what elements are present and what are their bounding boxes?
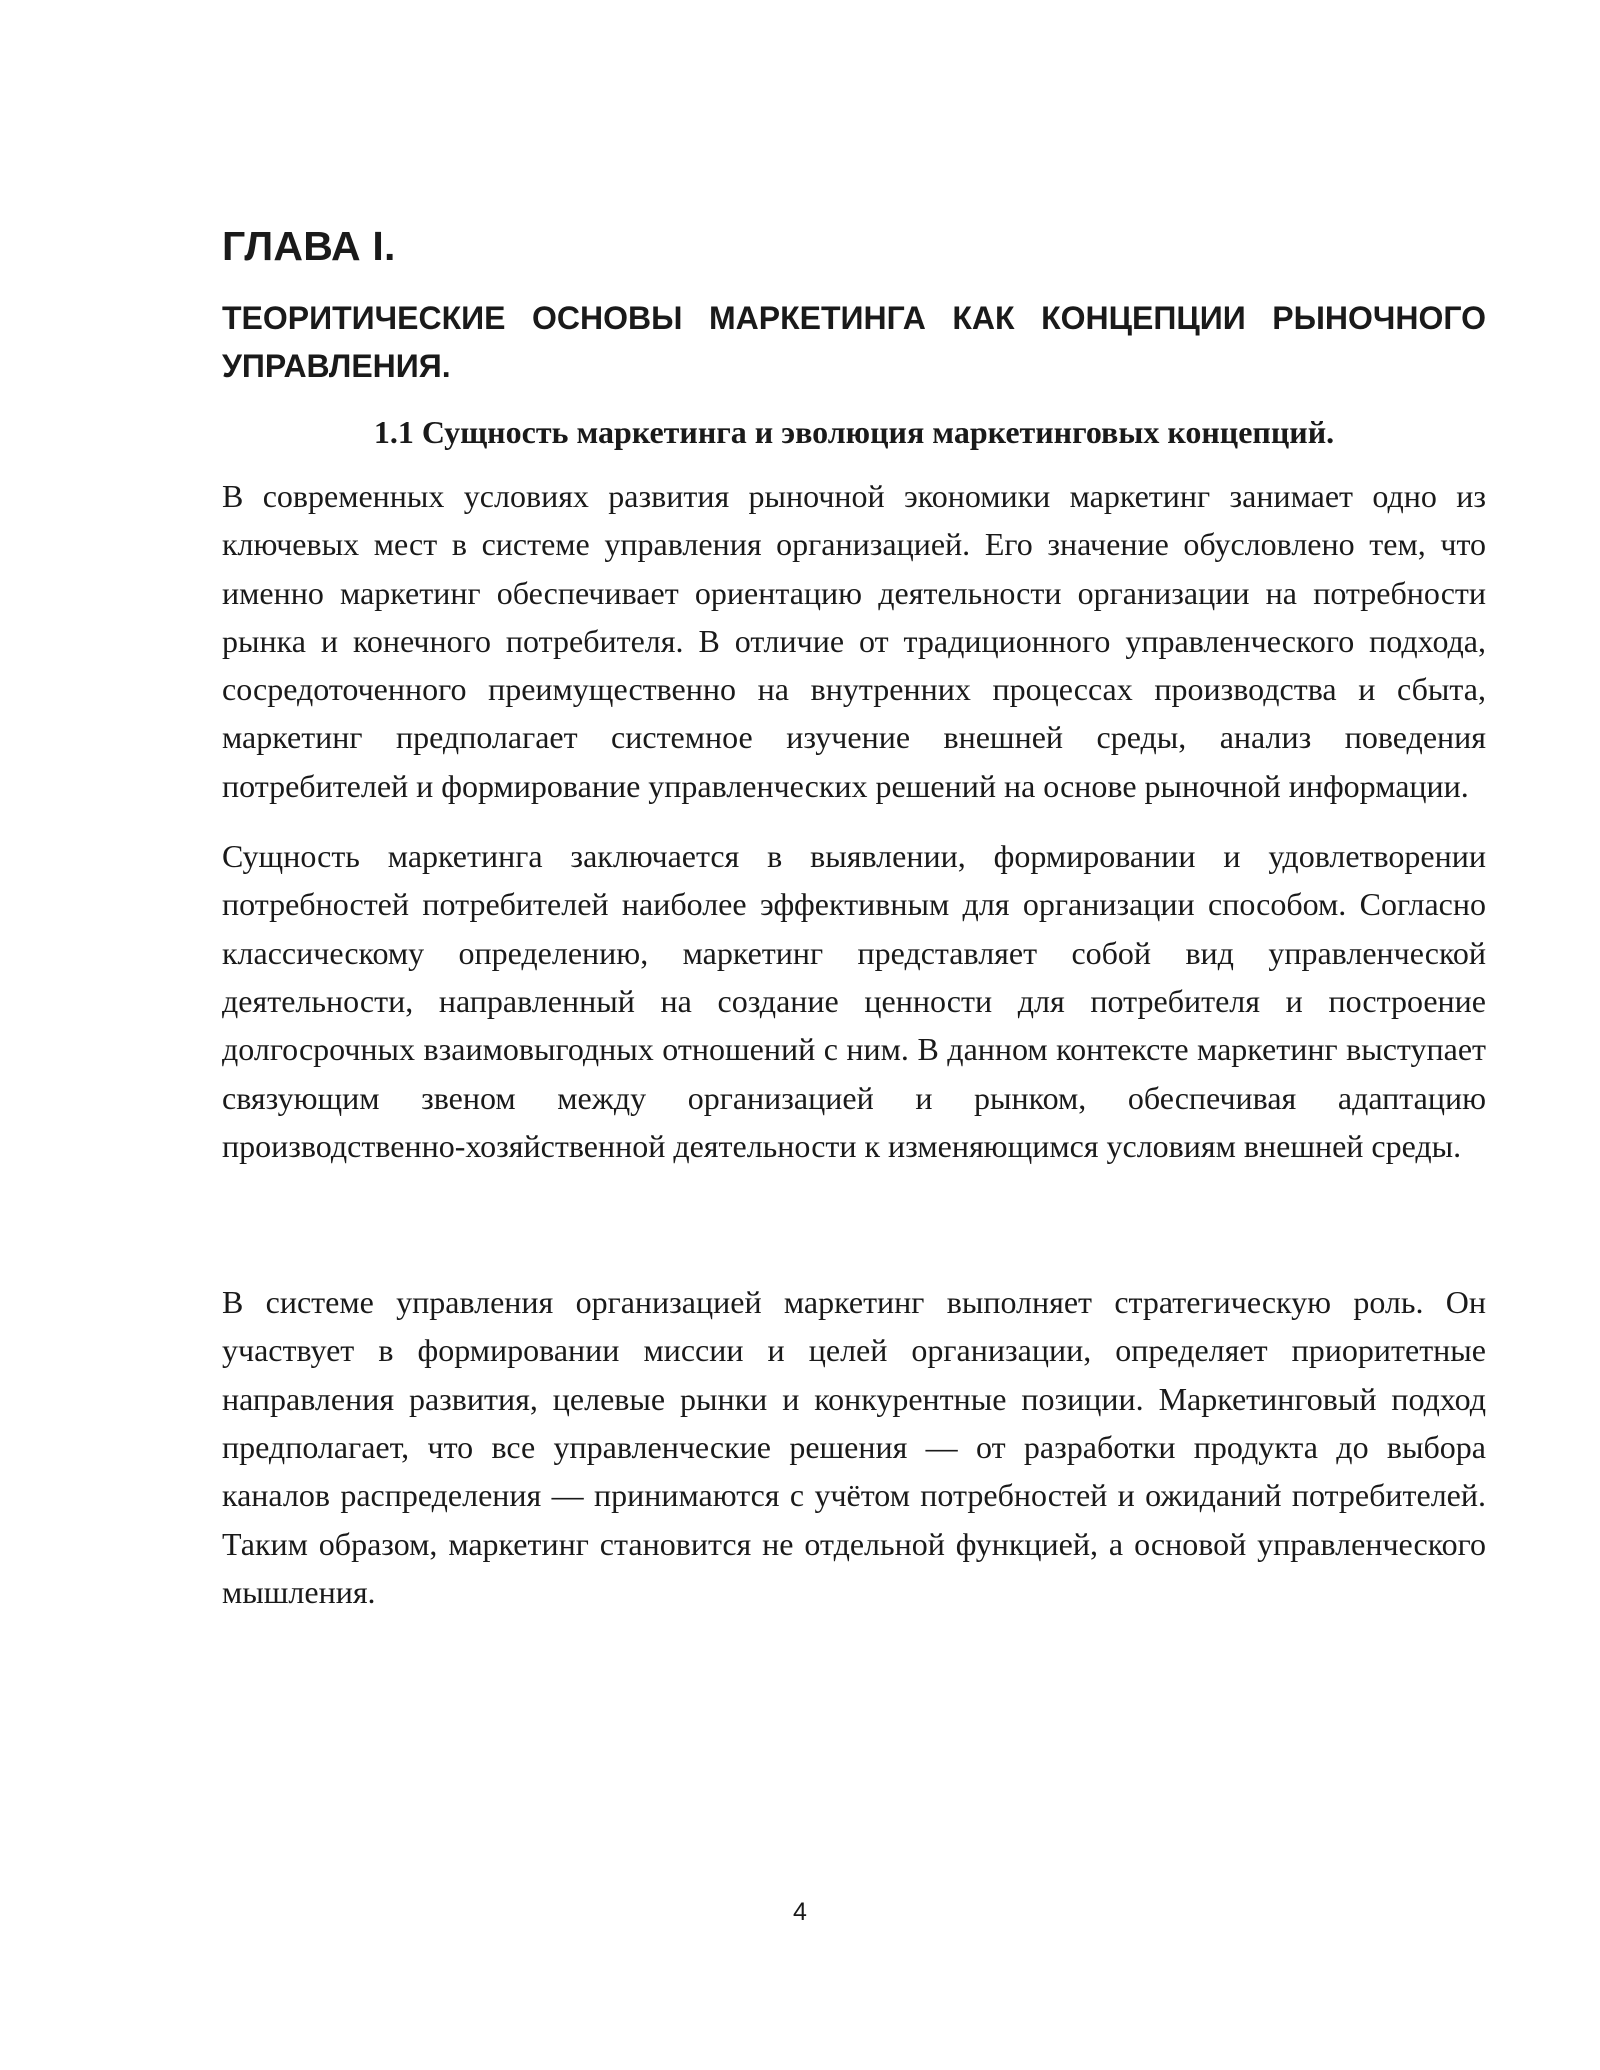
page-content — [222, 218, 1486, 1616]
chapter-title: ГЛАВА I. — [222, 223, 396, 269]
body-paragraph: Сущность маркетинга заключается в выявлении, формировании и удовлетворении потребностей потребителей наиболее эффективным для организации способом. Согласно классическому определению, маркетинг представляет собой вид управленческой деятельности, направленный на создание ценности для потребителя и построение долгосрочных взаимовыгодных отношений с ним. В данном контексте маркетинг выступает связующим звеном между организацией и рынком, обеспечивая адаптацию производственно-хозяйственной деятельности к изменяющимся условиям внешней среды. — [222, 838, 1486, 1164]
subsection-title: 1.1 Сущность маркетинга и эволюция маркетинговых концепций. — [373, 414, 1335, 450]
page-number: 4 — [793, 1898, 807, 1926]
body-paragraph: В современных условиях развития рыночной экономики маркетинг занимает одно из ключевых мест в системе управления организацией. Его значение обусловлено тем, что именно маркетинг обеспечивает ориентацию деятельности организации на потребности рынка и конечного потребителя. В отличие от традиционного управленческого подхода, сосредоточенного преимущественно на внутренних процессах производства и сбыта, маркетинг предполагает системное изучение внешней среды, анализ поведения потребителей и формирование управленческих решений на основе рыночной информации. — [222, 478, 1486, 804]
body-paragraph: В системе управления организацией маркетинг выполняет стратегическую роль. Он участвует в формировании миссии и целей организации, определяет приоритетные направления развития, целевые рынки и конкурентные позиции. Маркетинговый подход предполагает, что все управленческие решения — от разработки продукта до выбора каналов распределения — принимаются с учётом потребностей и ожиданий потребителей. Таким образом, маркетинг становится не отдельной функцией, а основой управленческого мышления. — [222, 1284, 1486, 1610]
section-title: ТЕОРИТИЧЕСКИЕ ОСНОВЫ МАРКЕТИНГА КАК КОНЦЕПЦИИ РЫНОЧНОГО УПРАВЛЕНИЯ. — [222, 300, 1486, 384]
